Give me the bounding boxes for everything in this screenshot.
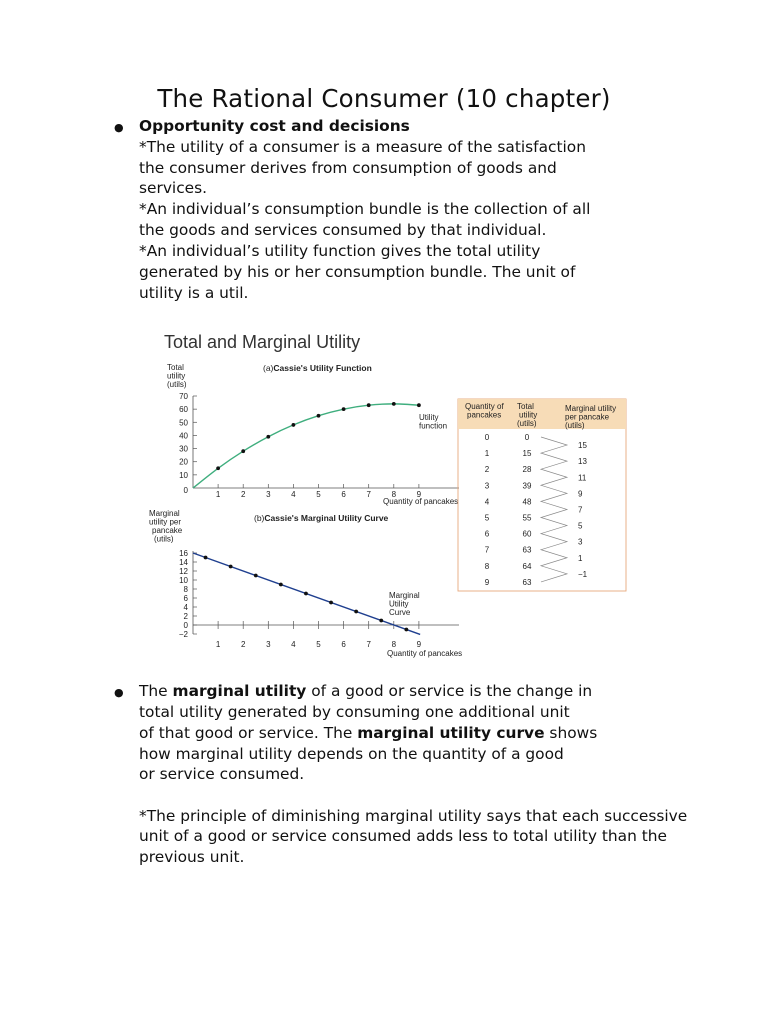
table-cell-marginal: 9 <box>578 489 583 499</box>
chart-b-ylabel: Marginal utility per pancake (utils) <box>149 509 183 544</box>
section2-line-2: total utility generated by consuming one additional unit <box>139 703 570 721</box>
chart-a-xtick-label: 9 <box>416 490 422 499</box>
table-cell-marginal: 7 <box>578 505 583 515</box>
table-header-marginal: Marginal utility per pancake (utils) <box>565 404 617 430</box>
section2-principle-line: *The principle of diminishing marginal utility says that each successive <box>139 807 688 825</box>
utility-figure <box>149 322 629 660</box>
chart-b-xtick-label: 9 <box>416 640 422 649</box>
section1-line: generated by his or her consumption bundle. The unit of <box>139 263 576 281</box>
text-run: of a good or service is the change in <box>306 682 593 700</box>
chart-a-title <box>263 363 372 373</box>
section1-line: *An individual’s consumption bundle is the collection of all <box>139 200 591 218</box>
section1-line: utility is a util. <box>139 284 249 302</box>
text-run: The <box>139 682 173 700</box>
chart-a-xtick-label: 7 <box>366 490 371 499</box>
chart-b-xtick-label: 2 <box>240 640 246 649</box>
chart-a-annotation: Utility function <box>419 413 448 431</box>
table-cell-marginal: 5 <box>578 521 583 531</box>
table-cell-quantity: 3 <box>484 481 490 491</box>
utility-figure-svg <box>149 322 629 660</box>
chart-a-ytick-label: 60 <box>179 405 188 415</box>
chart-a-point <box>417 403 421 407</box>
chart-b-ytick-label: 10 <box>179 576 188 585</box>
section1-line: the consumer derives from consumption of goods and <box>139 159 557 177</box>
figure-title: Total and Marginal Utility <box>164 332 361 352</box>
bullet-icon: ● <box>114 121 124 134</box>
chart-b-point <box>404 628 408 632</box>
term-marginal-utility-curve: marginal utility curve <box>357 724 545 742</box>
table-cell-total: 60 <box>522 529 532 539</box>
chart-a-title-text: Cassie's Utility Function <box>273 363 372 373</box>
chart-b-xtick-label: 6 <box>341 640 346 649</box>
chart-a-point <box>392 402 396 406</box>
chart-b-title-text: Cassie's Marginal Utility Curve <box>264 513 389 523</box>
section2-line-1 <box>139 681 592 702</box>
section1-heading: Opportunity cost and decisions <box>139 117 410 135</box>
chart-a-point <box>241 449 245 453</box>
table-cell-quantity: 9 <box>484 577 490 587</box>
chart-a-point <box>216 466 220 470</box>
chart-b-ytick-label: −2 <box>178 630 188 639</box>
chart-a-xlabel: Quantity of pancakes <box>383 497 459 506</box>
chart-a-ylabel: Total utility (utils) <box>167 363 187 389</box>
chart-a-xtick-label: 3 <box>266 490 271 499</box>
table-zigzag-connector <box>541 437 567 582</box>
chart-b-xtick-label: 7 <box>366 640 371 649</box>
table-cell-marginal: 3 <box>578 537 583 547</box>
section1-line: *The utility of a consumer is a measure of the satisfaction <box>139 138 586 156</box>
table-cell-marginal: 15 <box>578 441 587 451</box>
section2-principle-line: unit of a good or service consumed adds less to total utility than the <box>139 827 667 845</box>
chart-b-xlabel: Quantity of pancakes <box>387 649 463 658</box>
chart-b-point <box>204 556 208 560</box>
chart-a-ytick-label: 50 <box>179 418 188 428</box>
chart-b-ytick-label: 14 <box>179 558 188 567</box>
section2-line-5: or service consumed. <box>139 765 305 783</box>
table-cell-total: 55 <box>522 513 532 523</box>
table-cell-quantity: 2 <box>484 465 490 475</box>
chart-a-point <box>292 423 296 427</box>
chart-b-annotation: Marginal Utility Curve <box>389 591 420 617</box>
chart-b-point <box>304 592 308 596</box>
chart-a-point <box>367 403 371 407</box>
chart-b-point <box>229 565 233 569</box>
chart-b-panel: (b) <box>254 513 265 523</box>
chart-b-xtick-label: 8 <box>391 640 397 649</box>
table-cell-quantity: 1 <box>484 449 490 459</box>
section2-line-4: how marginal utility depends on the quantity of a good <box>139 745 564 763</box>
section1-line: *An individual’s utility function gives the total utility <box>139 242 541 260</box>
table-cell-total: 15 <box>522 449 532 459</box>
chart-a-point <box>317 414 321 418</box>
chart-a-utility-curve <box>193 404 419 488</box>
table-cell-total: 63 <box>522 545 532 555</box>
chart-a-panel: (a) <box>263 363 274 373</box>
chart-a-ytick-label: 20 <box>179 457 188 467</box>
table-cell-total: 0 <box>524 433 530 442</box>
chart-a-xtick-label: 1 <box>215 490 221 499</box>
section1-line: the goods and services consumed by that individual. <box>139 221 547 239</box>
text-run: of that good or service. The <box>139 724 358 742</box>
chart-a-xtick-label: 8 <box>391 490 397 499</box>
chart-a-xtick-label: 2 <box>240 490 246 499</box>
chart-a-xtick-label: 6 <box>341 490 346 499</box>
chart-b-point <box>279 583 283 587</box>
chart-a-ytick-label: 10 <box>179 470 188 480</box>
chart-b-xtick-label: 3 <box>266 640 271 649</box>
chart-b-ytick-label: 6 <box>183 594 188 603</box>
table-cell-total: 64 <box>522 561 532 571</box>
table-header-total: Total utility (utils) <box>517 402 538 428</box>
table-cell-quantity: 7 <box>484 545 490 555</box>
table-cell-quantity: 6 <box>484 529 490 539</box>
chart-b-ytick-label: 12 <box>179 567 188 576</box>
bullet-icon: ● <box>114 686 124 699</box>
chart-a-xtick-label: 5 <box>316 490 321 499</box>
table-cell-quantity: 8 <box>484 561 490 571</box>
text-run: shows <box>544 724 598 742</box>
table-cell-total: 28 <box>522 465 532 475</box>
table-cell-marginal: 11 <box>578 473 587 483</box>
table-cell-total: 48 <box>522 497 532 507</box>
chart-b-title <box>254 513 389 523</box>
chart-a-point <box>266 435 270 439</box>
section2-line-3 <box>139 723 597 744</box>
page-title: The Rational Consumer (10 chapter) <box>157 84 611 113</box>
chart-b-point <box>379 619 383 623</box>
section2-principle-line: previous unit. <box>139 848 245 866</box>
table-cell-marginal: 1 <box>578 553 583 563</box>
table-cell-quantity: 4 <box>484 497 490 507</box>
chart-a-point <box>342 407 346 411</box>
table-cell-marginal: 13 <box>578 457 587 467</box>
chart-a-ytick-label: 30 <box>179 444 188 454</box>
chart-b-ytick-label: 8 <box>183 585 188 594</box>
table-cell-quantity: 5 <box>484 513 490 523</box>
chart-a-xtick-label: 4 <box>291 490 296 499</box>
table-cell-total: 39 <box>522 481 532 491</box>
chart-b-point <box>254 574 258 578</box>
table-cell-marginal: −1 <box>578 569 588 579</box>
chart-a-origin-label: 0 <box>183 486 188 495</box>
chart-b-ytick-label: 4 <box>183 603 188 612</box>
table-cell-quantity: 0 <box>484 433 490 442</box>
chart-b-xtick-label: 4 <box>291 640 296 649</box>
chart-b-point <box>354 610 358 614</box>
table-cell-total: 63 <box>522 577 532 587</box>
section1-line: services. <box>139 179 208 197</box>
chart-b-ytick-label: 16 <box>179 549 188 558</box>
chart-b-xtick-label: 1 <box>215 640 221 649</box>
table-header-quantity: Quantity of pancakes <box>465 402 504 420</box>
chart-b-ytick-label: 0 <box>183 621 188 630</box>
term-marginal-utility: marginal utility <box>172 682 307 700</box>
chart-a-ytick-label: 40 <box>179 431 188 441</box>
chart-a-ytick-label: 70 <box>179 392 188 401</box>
chart-b-ytick-label: 2 <box>183 612 188 621</box>
chart-b-xtick-label: 5 <box>316 640 321 649</box>
chart-b-point <box>329 601 333 605</box>
